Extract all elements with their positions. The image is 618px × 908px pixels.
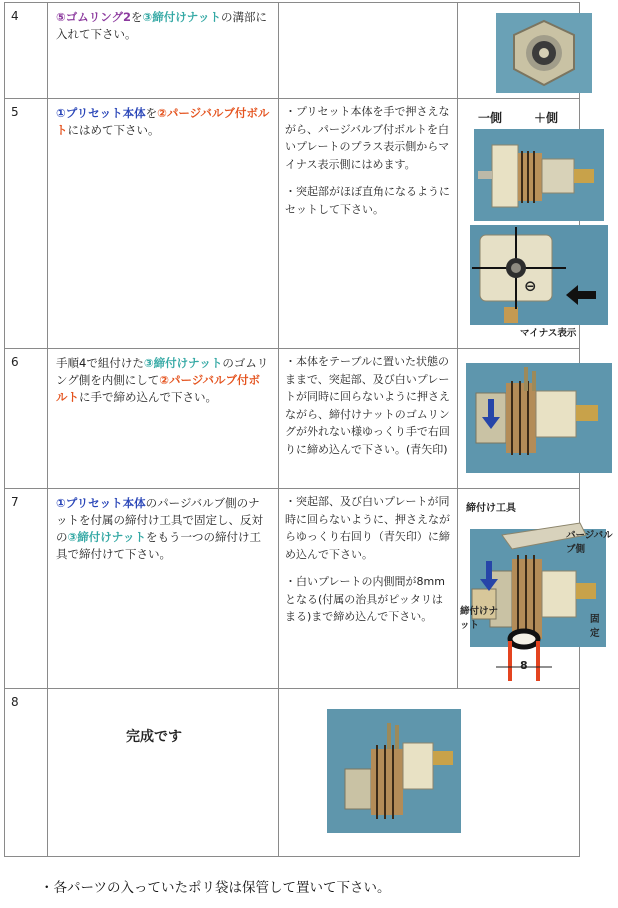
- note-text: ・プリセット本体を手で押さえながら、パージバルブ付ボルトを白いプレートのプラス表示側からマイナス表示側にはめます。: [285, 105, 450, 171]
- dimension-label: 8: [520, 659, 528, 672]
- plus-side-label: ＋側: [534, 111, 559, 125]
- nut-label: 締付けナット: [460, 606, 499, 631]
- finish-label: 完成です: [126, 729, 182, 745]
- nut-photo: [496, 13, 592, 93]
- step-row-6: [5, 349, 580, 489]
- step-description: [48, 489, 279, 689]
- note-text: ・本体をテーブルに置いた状態のままで、突起部、及び白いプレートが同時に回らないように押さえながら、締付けナットのゴムリングが外れない様ゆっくり手で右回りに締め込んで下さい。(青矢印): [285, 355, 450, 456]
- desc-text: を: [131, 10, 143, 24]
- step-number: 5: [5, 99, 48, 349]
- step-photo-cell: [458, 99, 580, 349]
- step-number: 4: [5, 3, 48, 99]
- note-text: ・白いプレートの内側間が8mm となる(付属の治具がピッタリはまる)まで締め込んで下さい。: [285, 575, 445, 623]
- part-name: ②パージバルブ付ボルト: [56, 106, 270, 137]
- note-text: ・突起部がほぼ直角になるようにセットして下さい。: [285, 185, 450, 216]
- note-text: ・突起部、及び白いプレートが同時に回らないように、押さえながらゆっくり右回り（青矢印）に締め込んで下さい。: [285, 495, 450, 561]
- desc-text: を: [145, 106, 158, 120]
- desc-text: 手順4で組付けた: [56, 356, 144, 370]
- part-name: ⑤ゴムリング2: [56, 10, 132, 24]
- desc-text: をもう一つの締付け工具で締付けて下さい。: [56, 530, 262, 561]
- step-description: [48, 689, 279, 857]
- purge-side-label: パージバルブ側: [566, 530, 613, 555]
- step-description: [48, 3, 279, 99]
- step-row-5: [5, 99, 580, 349]
- desc-text: にはめて下さい。: [67, 123, 160, 137]
- tool-label: 締付け工具: [466, 503, 516, 514]
- step-photo-cell: [458, 349, 580, 489]
- assembly-photo-tighten: [466, 363, 612, 473]
- footer-note: ・各パーツの入っていたポリ袋は保管して置いて下さい。: [40, 880, 391, 896]
- step-number: 6: [5, 349, 48, 489]
- step-description: [48, 349, 279, 489]
- steps-table: [4, 2, 613, 857]
- part-name: ①プリセット本体: [56, 496, 146, 510]
- part-name: ②パージバルブ付ボルト: [56, 373, 260, 404]
- assembly-photo-side: [474, 129, 604, 221]
- step-notes: [279, 99, 458, 349]
- step-row-4: [5, 3, 580, 99]
- desc-text: のパージバルブ側のナットを付属の締付け工具で固定し、反対の: [56, 496, 263, 544]
- desc-text: のゴムリング側を内側にして: [56, 356, 269, 387]
- step-row-7: [5, 489, 580, 689]
- part-name: ③締付けナット: [142, 10, 222, 24]
- step-description: [48, 99, 279, 349]
- plate-photo-front: [470, 225, 608, 325]
- step-number: 7: [5, 489, 48, 689]
- step-notes: [279, 489, 458, 689]
- desc-text: の溝部に入れて下さい。: [56, 10, 268, 41]
- part-name: ③締付けナット: [67, 530, 147, 544]
- part-name: ③締付けナット: [143, 356, 223, 370]
- fixed-label: 固定: [590, 614, 600, 639]
- desc-text: に手で締め込んで下さい。: [79, 390, 217, 404]
- step-photo-cell: [458, 3, 580, 99]
- minus-display-label: マイナス表示: [520, 328, 577, 339]
- minus-mark: ⊖: [524, 277, 537, 295]
- step-number: 8: [5, 689, 48, 857]
- step-notes: [279, 3, 458, 99]
- step-notes: [279, 349, 458, 489]
- minus-side-label: 一側: [478, 111, 503, 125]
- completed-assembly-photo: [327, 709, 461, 833]
- step-photo-cell: [279, 689, 580, 857]
- part-name: ①プリセット本体: [56, 106, 146, 120]
- step-row-8: [5, 689, 580, 857]
- step-photo-cell: [458, 489, 613, 689]
